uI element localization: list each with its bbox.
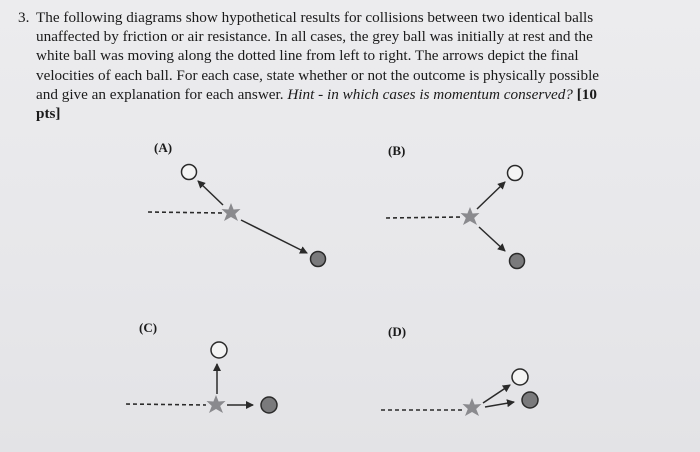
case-label-c: (C) (139, 320, 158, 335)
case-label-b: (B) (388, 143, 406, 158)
collision-star-icon (463, 398, 482, 416)
diagram-b (386, 166, 525, 269)
white-ball-velocity-arrow (477, 182, 505, 209)
grey-ball (261, 397, 277, 413)
diagram-a (148, 165, 326, 267)
white-ball (508, 166, 523, 181)
question-line-6: pts] (36, 105, 61, 123)
diagram-c (126, 342, 277, 413)
case-label-a: (A) (154, 140, 173, 155)
grey-ball (311, 252, 326, 267)
question-line-3: white ball was moving along the dotted line from left to right. The arrows depict the final (36, 47, 579, 65)
white-ball (182, 165, 197, 180)
collision-star-icon (461, 207, 480, 225)
question-line-4: velocities of each ball. For each case, state whether or not the outcome is physically possible (36, 66, 600, 84)
grey-ball-velocity-arrow (479, 227, 505, 251)
grey-ball-velocity-arrow (241, 220, 307, 253)
diagram-d (381, 369, 538, 416)
collision-star-icon (207, 395, 226, 413)
question-line-5: and give an explanation for each answer. Hint - in which cases is momentum conserved? [10 (36, 85, 597, 103)
hint-text: Hint - in which cases is momentum conserved? (287, 85, 573, 103)
grey-ball (522, 392, 538, 408)
collision-star-icon (222, 203, 241, 221)
dotted-path-line (386, 217, 461, 218)
question-number: 3. (18, 9, 30, 26)
white-ball-velocity-arrow (198, 181, 223, 205)
white-ball (211, 342, 227, 358)
white-ball (512, 369, 528, 385)
question-line-1: 3. The following diagrams show hypothetical results for collisions between two identical balls (18, 9, 594, 26)
grey-ball-velocity-arrow (485, 402, 514, 407)
grey-ball (510, 254, 525, 269)
white-ball-velocity-arrow (483, 385, 510, 403)
question-line-2: unaffected by friction or air resistance. In all cases, the grey ball was initially at rest and the (36, 28, 593, 46)
dotted-path-line (148, 212, 222, 213)
points-text: [10 (576, 85, 597, 103)
case-label-d: (D) (388, 324, 407, 339)
dotted-path-line (126, 404, 206, 405)
